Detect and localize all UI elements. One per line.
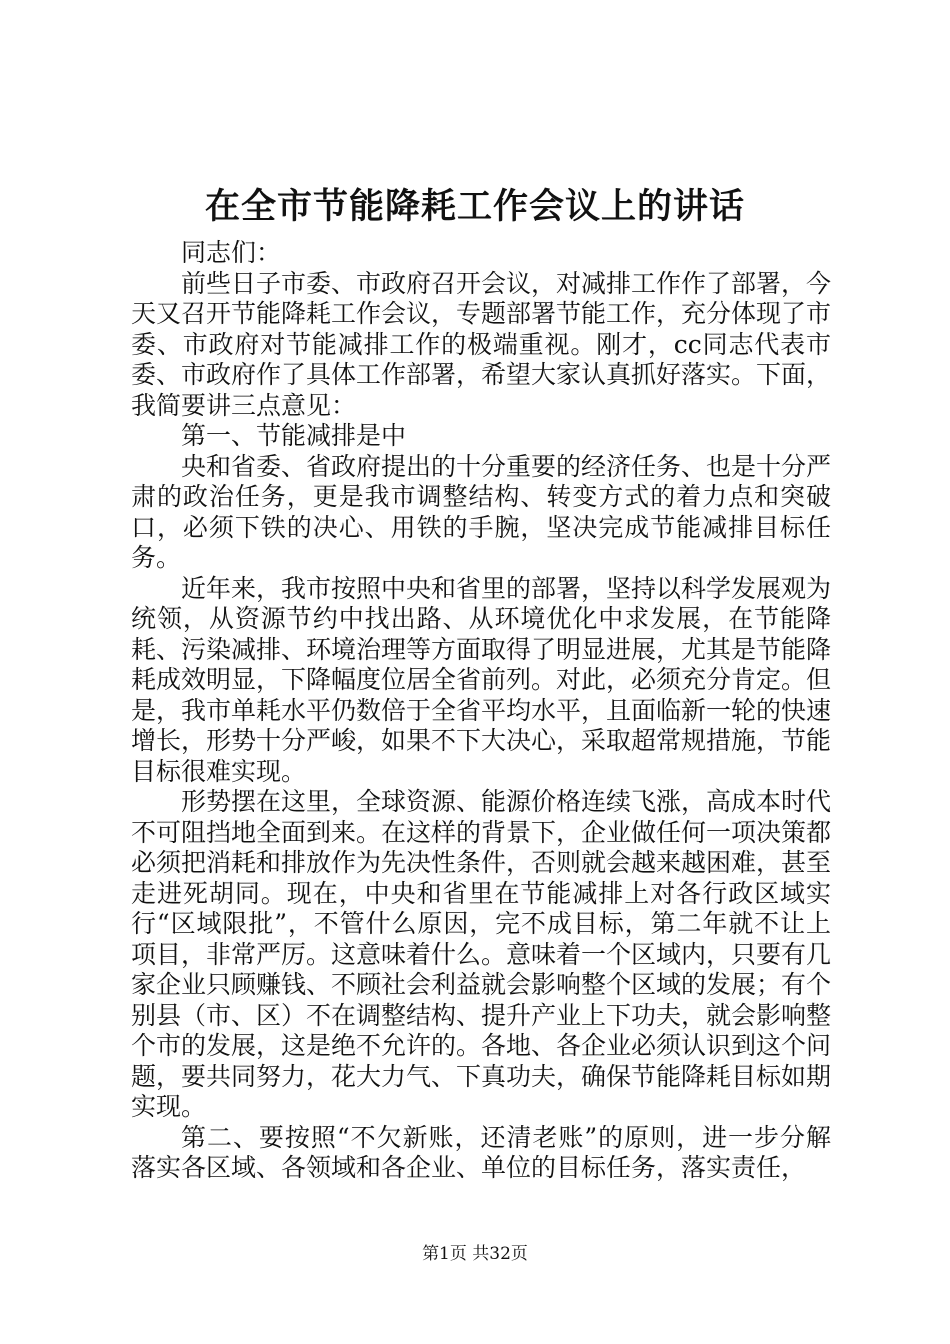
page-number-footer: 第1页 共32页: [422, 1244, 528, 1264]
paragraph-situation: 形势摆在这里，全球资源、能源价格连续飞涨，高成本时代不可阻挡地全面到来。在这样的背景下，企业做任何一项决策都必须把消耗和排放作为先决性条件，否则就会越来越困难，甚至走进死胡同。现在，中央和省里在节能减排上对各行政区域实行“区域限批”，不管什么原因，完不成目标，第二年就不让上项目，非常严厉。这意味着什么。意味着一个区域内，只要有几家企业只顾赚钱、不顾社会利益就会影响整个区域的发展；有个别县（市、区）不在调整结构、提升产业上下功夫，就会影响整个市的发展，这是绝不允许的。各地、各企业必须认识到这个问题，要共同努力，花大力气、下真功夫，确保节能降耗目标如期实现。: [131, 787, 832, 1121]
paragraph-progress: 近年来，我市按照中央和省里的部署，坚持以科学发展观为统领，从资源节约中找出路、从环境优化中求发展，在节能降耗、污染减排、环境治理等方面取得了明显进展，尤其是节能降耗成效明显，下降幅度位居全省前列。对此，必须充分肯定。但是，我市单耗水平仍数倍于全省平均水平，且面临新一轮的快速增长，形势十分严峻，如果不下大决心，采取超常规措施，节能目标很难实现。: [131, 573, 832, 786]
paragraph-point-two: 第二、要按照“不欠新账，还清老账”的原则，进一步分解落实各区域、各领域和各企业、单位的目标任务，落实责任，: [131, 1122, 831, 1182]
document-title: 在全市节能降耗工作会议上的讲话: [204, 186, 745, 227]
paragraph-point-one-heading: 第一、节能减排是中: [181, 421, 407, 450]
paragraph-greeting: 同志们：: [181, 238, 282, 267]
document-body: [131, 238, 831, 1184]
paragraph-point-one-body: 央和省委、省政府提出的十分重要的经济任务、也是十分严肃的政治任务，更是我市调整结构、转变方式的着力点和突破口，必须下铁的决心、用铁的手腕，坚决完成节能减排目标任务。: [131, 451, 832, 572]
paragraph-intro: 前些日子市委、市政府召开会议，对减排工作作了部署，今天又召开节能降耗工作会议，专题部署节能工作，充分体现了市委、市政府对节能减排工作的极端重视。刚才，cc同志代表市委、市政府作了具体工作部署，希望大家认真抓好落实。下面，我简要讲三点意见：: [131, 268, 832, 420]
